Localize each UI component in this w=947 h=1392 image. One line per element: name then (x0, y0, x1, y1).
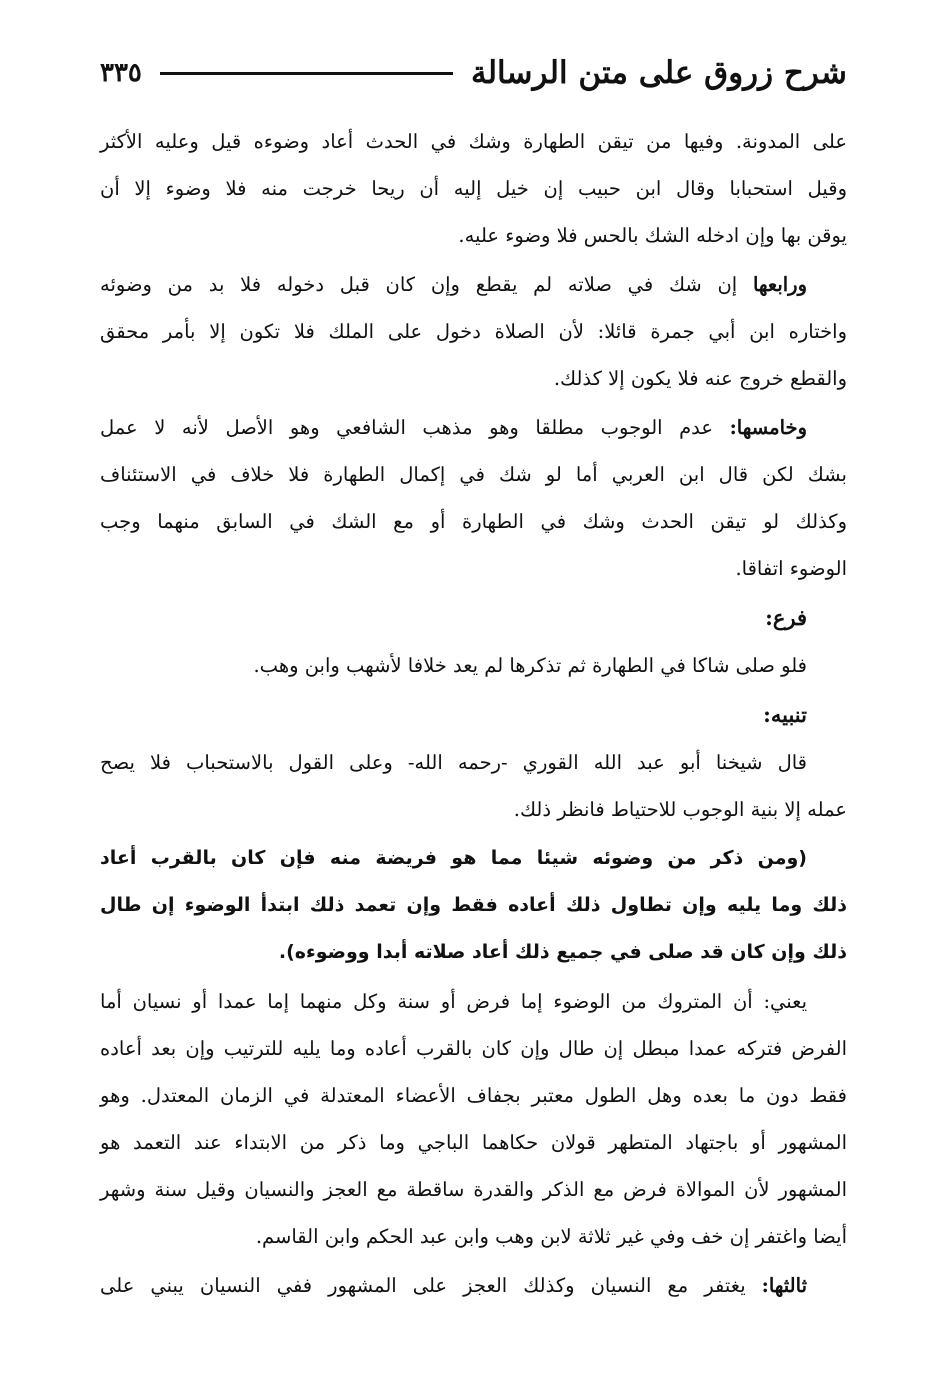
text-line: فقط دون ما بعده وهل الطول معتبر بجفاف الأعضاء المعتدلة في الزمان المعتدل. وهو (100, 1084, 847, 1107)
page-body (100, 118, 847, 1311)
matn-line: ذلك وما يليه وإن تطاول ذلك أعاده فقط وإن تعمد ذلك ابتدأ الوضوء إن طال (100, 894, 847, 916)
matn-quote (100, 835, 847, 976)
matn-line: ذلك وإن كان قد صلى في جميع ذلك أعاد صلاته أبدا ووضوءه). (278, 941, 847, 963)
far-heading: فرع: (765, 605, 807, 630)
page-header (100, 48, 847, 98)
matn-line: (ومن ذكر من وضوئه شيئا مما هو فريضة منه فإن كان بالقرب أعاد (100, 847, 807, 869)
text-line (100, 1262, 847, 1309)
text-line: فلو صلى شاكا في الطهارة ثم تذكرها لم يعد خلافا لأشهب وابن وهب. (253, 654, 807, 677)
paragraph-thalithuha (100, 1262, 847, 1309)
text-run: يغتفر مع النسيان وكذلك العجز على المشهور ففي النسيان يبني على (100, 1274, 762, 1297)
paragraph-lead: وخامسها: (729, 416, 807, 439)
tanbih-section (100, 691, 847, 833)
text-line (100, 404, 847, 451)
text-line: بشك لكن قال ابن العربي أما لو شك في إكمال الطهارة فلا خلاف في الاستئناف (100, 463, 847, 486)
text-line: قال شيخنا أبو عبد الله القوري -رحمه الله- وعلى القول بالاستحباب فلا يصح (100, 751, 807, 774)
paragraph-lead: ثالثها: (761, 1274, 807, 1297)
text-line: يعني: أن المتروك من الوضوء إما فرض أو سنة وكل منهما إما عمدا أو نسيان أما (100, 990, 807, 1013)
text-line: وقيل استحبابا وقال ابن حبيب إن خيل إليه أن ريحا خرجت منه فلا وضوء إلا أن (100, 177, 847, 200)
text-line: يوقن بها وإن ادخله الشك بالحس فلا وضوء عليه. (458, 224, 847, 247)
text-line: المشهور أو باجتهاد المتطهر قولان حكاهما الباجي وما ذكر من الابتداء عند التعمد هو (100, 1131, 847, 1154)
paragraph-lead: ورابعها (752, 273, 807, 296)
text-run: عدم الوجوب مطلقا وهو مذهب الشافعي وهو الأصل لأنه لا عمل (100, 416, 730, 439)
text-line: الفرض فتركه عمدا مبطل إن طال وإن كان بالقرب أعاده وما يليه للترتيب وإن بعد أعاده (100, 1037, 847, 1060)
paragraph-1 (100, 118, 847, 259)
text-line: عمله إلا بنية الوجوب للاحتياط فانظر ذلك. (513, 798, 847, 821)
tanbih-heading: تنبيه: (763, 702, 807, 727)
paragraph-khamisuha (100, 404, 847, 592)
text-run: إن شك في صلاته لم يقطع وإن كان قبل دخوله فلا بد من وضوئه (100, 273, 753, 296)
text-line: والقطع خروج عنه فلا يكون إلا كذلك. (553, 367, 847, 390)
text-line: واختاره ابن أبي جمرة قائلا: لأن الصلاة دخول على الملك فلا تكون إلا بأمر محقق (100, 320, 847, 343)
header-rule (160, 72, 453, 75)
text-line (100, 261, 847, 308)
running-title: شرح زروق على متن الرسالة (470, 55, 847, 91)
text-line: وكذلك لو تيقن الحدث وشك في الطهارة أو مع الشك في السابق منهما وجب (100, 510, 847, 533)
text-line: الوضوء اتفاقا. (735, 557, 847, 580)
far-section (100, 594, 847, 689)
paragraph-rabiuha (100, 261, 847, 402)
page-number: ٣٣٥ (100, 58, 142, 88)
text-line: المشهور لأن الموالاة فرض مع الذكر والقدرة ساقطة مع العجز والنسيان وقيل سنة وشهر (100, 1178, 847, 1201)
sharh-paragraph (100, 978, 847, 1260)
text-line: على المدونة. وفيها من تيقن الطهارة وشك في الحدث أعاد وضوءه قيل وعليه الأكثر (100, 130, 847, 153)
text-line: أيضا واغتفر إن خف وفي غير ثلاثة لابن وهب وابن عبد الحكم وابن القاسم. (255, 1225, 847, 1248)
